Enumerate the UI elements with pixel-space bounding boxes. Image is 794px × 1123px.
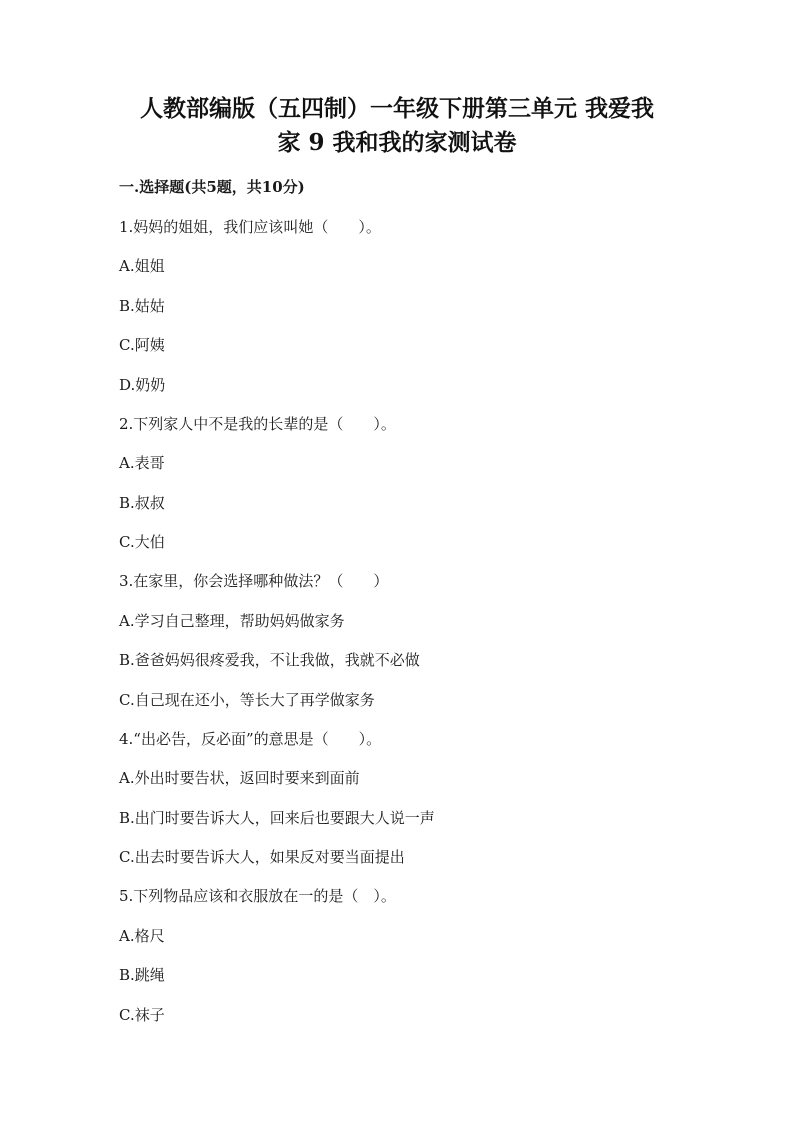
option-text: A.表哥: [119, 454, 165, 472]
question-stem: 4.“出必告，反必面”的意思是（ ）。: [119, 730, 382, 748]
option-text: C.袜子: [119, 1006, 165, 1024]
option-text: A.学习自己整理，帮助妈妈做家务: [119, 612, 345, 630]
option-text: B.出门时要告诉大人，回来后也要跟大人说一声: [119, 809, 435, 827]
question-stem: 2.下列家人中不是我的长辈的是（ ）。: [119, 415, 396, 433]
question-stem: 5.下列物品应该和衣服放在一的是（ ）。: [119, 887, 396, 905]
page-title: [100, 92, 694, 160]
option-text: B.姑姑: [119, 297, 165, 315]
title-line-2: 家 9 我和我的家测试卷: [277, 129, 517, 156]
question-stem: 3.在家里，你会选择哪种做法？（ ）: [119, 572, 389, 590]
option-text: D.奶奶: [119, 376, 166, 394]
option-text: C.出去时要告诉大人，如果反对要当面提出: [119, 848, 405, 866]
option-text: C.自己现在还小，等长大了再学做家务: [119, 691, 375, 709]
option-text: A.姐姐: [119, 257, 165, 275]
section-heading: 一.选择题(共5题，共10分): [119, 178, 305, 196]
option-text: C.大伯: [119, 533, 165, 551]
title-line-1: 人教部编版（五四制）一年级下册第三单元 我爱我: [139, 95, 654, 122]
option-text: B.跳绳: [119, 966, 165, 984]
option-text: A.外出时要告状，返回时要来到面前: [119, 769, 360, 787]
option-text: B.爸爸妈妈很疼爱我，不让我做，我就不必做: [119, 651, 420, 669]
option-text: A.格尺: [119, 927, 165, 945]
question-stem: 1.妈妈的姐姐，我们应该叫她（ ）。: [119, 218, 381, 236]
option-text: B.叔叔: [119, 494, 165, 512]
option-text: C.阿姨: [119, 336, 165, 354]
